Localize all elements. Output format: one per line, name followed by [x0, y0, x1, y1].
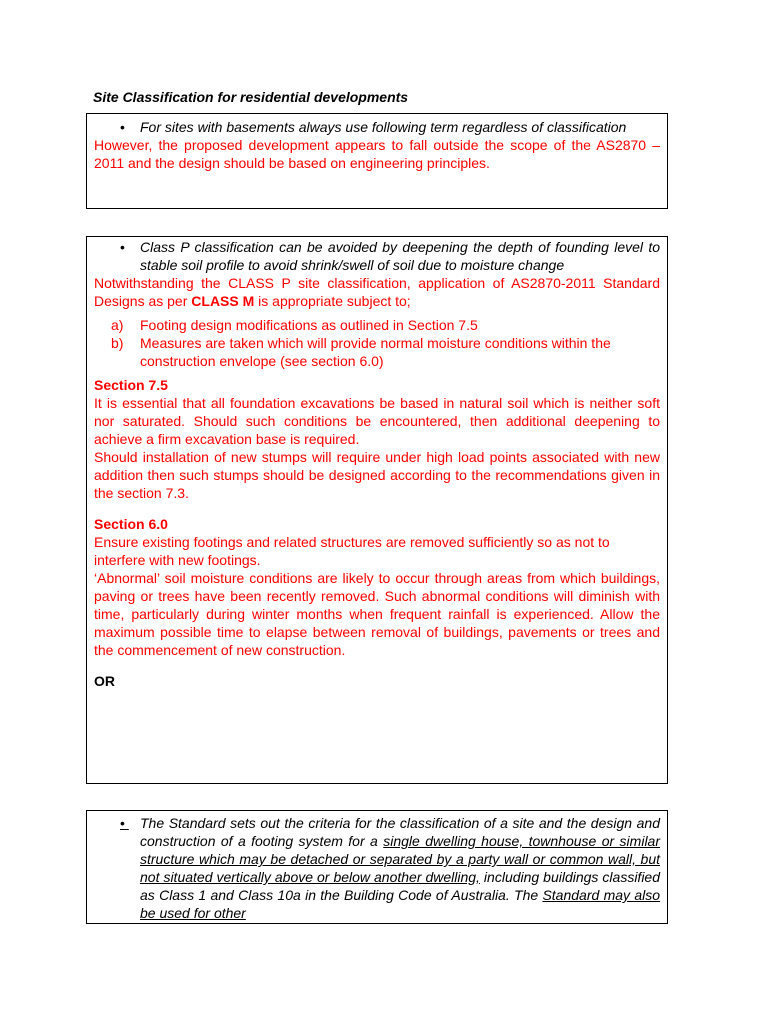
section-7-5-heading: Section 7.5	[94, 377, 168, 393]
conditions-list	[94, 316, 660, 370]
bullet-item	[94, 814, 660, 922]
section-7-5-paragraph: Should installation of new stumps will require under high load points associated with new addition then such stumps should be designed according to the recommendations given in the section 7.3.	[94, 449, 660, 501]
class-p-box	[86, 236, 668, 784]
bullet-text: The Standard sets out the criteria for the classification of a site and the design and construction of a footing system for a single dwelling house, townhouse or similar structure which may be detached or separated by a party wall or common wall, but not situated vertically above or below another dwelling, including buildings classified as Class 1 and Class 10a in the Building Code of Australia. The Standard may also be used for other	[140, 815, 660, 921]
or-separator: OR	[94, 673, 115, 689]
page-title: Site Classification for residential developments	[93, 89, 409, 105]
bullet-icon: •	[120, 119, 125, 135]
bullet-text: For sites with basements always use following term regardless of classification	[140, 119, 627, 135]
list-item: b) Measures are taken which will provide normal moisture conditions within the construction envelope (see section 6.0)	[111, 335, 611, 369]
bullet-item	[94, 238, 660, 274]
list-item: a) Footing design modifications as outlined in Section 7.5	[111, 317, 478, 333]
bullet-item	[94, 118, 660, 136]
standard-scope-box	[86, 810, 668, 924]
section-7-5-paragraph: It is essential that all foundation excavations be based in natural soil which is neither soft nor saturated. Should such conditions be encountered, then additional deepening to achieve a firm excavation base is required.	[94, 395, 660, 447]
section-6-0-heading: Section 6.0	[94, 516, 168, 532]
bullet-icon: •	[120, 239, 125, 255]
class-m-intro: Notwithstanding the CLASS P site classification, application of AS2870-2011 Standard Designs as per CLASS M is appropriate subject to;	[94, 275, 660, 309]
bullet-icon: •	[120, 815, 129, 831]
section-6-0-paragraph: ‘Abnormal’ soil moisture conditions are likely to occur through areas from which buildings, paving or trees have been recently removed. Such abnormal conditions will diminish with time, particularly during winter months when frequent rainfall is experienced. Allow the maximum possible time to elapse between removal of buildings, pavements or trees and the commencement of new construction.	[94, 570, 660, 658]
basement-note-box	[86, 113, 668, 209]
class-m-label: CLASS M	[191, 293, 255, 309]
scope-note: However, the proposed development appears to fall outside the scope of the AS2870 – 2011 and the design should be based on engineering principles.	[94, 137, 660, 171]
bullet-text: Class P classification can be avoided by deepening the depth of founding level to stable soil profile to avoid shrink/swell of soil due to moisture change	[140, 239, 660, 273]
section-6-0-paragraph: Ensure existing footings and related structures are removed sufficiently so as not to interfere with new footings.	[94, 534, 610, 568]
